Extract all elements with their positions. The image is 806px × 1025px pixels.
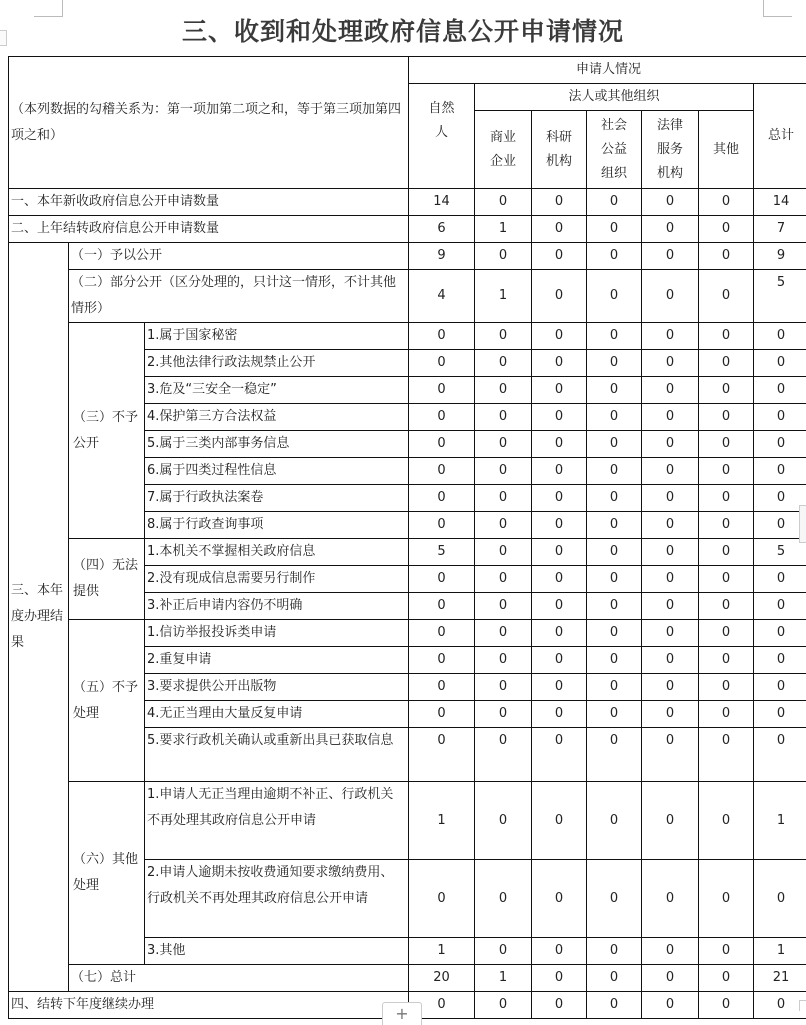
page-title: 三、收到和处理政府信息公开申请情况	[0, 12, 806, 48]
item-label: 3.危及“三安全一稳定”	[145, 377, 409, 404]
value-cell[interactable]: 0	[532, 593, 587, 620]
value-cell[interactable]: 14	[409, 189, 475, 216]
item-label: 2.没有现成信息需要另行制作	[145, 566, 409, 593]
value-cell[interactable]: 0	[532, 647, 587, 674]
value-cell[interactable]: 0	[532, 782, 587, 860]
value-cell[interactable]: 0	[754, 620, 806, 647]
value-cell[interactable]: 1	[475, 965, 532, 992]
value-cell[interactable]: 0	[587, 189, 642, 216]
value-cell[interactable]: 0	[642, 189, 699, 216]
value-cell[interactable]: 0	[699, 512, 754, 539]
table-row	[9, 243, 806, 270]
value-cell[interactable]: 0	[642, 674, 699, 701]
value-cell[interactable]: 0	[409, 620, 475, 647]
value-cell[interactable]: 0	[475, 593, 532, 620]
value-cell[interactable]: 0	[754, 485, 806, 512]
corner-marker	[799, 1000, 806, 1011]
value-cell[interactable]: 0	[409, 566, 475, 593]
side-scroll-marker[interactable]	[799, 505, 806, 543]
value-cell[interactable]: 0	[754, 377, 806, 404]
value-cell[interactable]: 0	[587, 404, 642, 431]
value-cell[interactable]: 0	[587, 938, 642, 965]
value-cell[interactable]: 0	[532, 701, 587, 728]
value-cell[interactable]: 0	[642, 216, 699, 243]
value-cell[interactable]: 0	[409, 728, 475, 782]
value-cell[interactable]: 1	[754, 782, 806, 860]
value-cell[interactable]: 9	[754, 243, 806, 270]
value-cell[interactable]: 0	[532, 189, 587, 216]
header-research-label: 科研机构	[542, 126, 576, 174]
value-cell[interactable]: 0	[754, 674, 806, 701]
value-cell[interactable]: 0	[532, 674, 587, 701]
value-cell[interactable]: 0	[699, 270, 754, 323]
value-cell[interactable]: 0	[532, 323, 587, 350]
value-cell[interactable]: 0	[699, 620, 754, 647]
value-cell[interactable]: 0	[754, 860, 806, 938]
value-cell[interactable]: 0	[642, 539, 699, 566]
table-row	[9, 620, 806, 647]
value-cell[interactable]: 0	[642, 323, 699, 350]
value-cell[interactable]: 0	[475, 647, 532, 674]
value-cell[interactable]: 0	[642, 350, 699, 377]
section3-label: 三、本年度办理结果	[9, 243, 69, 992]
value-cell[interactable]: 0	[642, 377, 699, 404]
value-cell[interactable]: 0	[754, 350, 806, 377]
value-cell[interactable]: 0	[532, 566, 587, 593]
value-cell[interactable]: 0	[754, 728, 806, 782]
value-cell[interactable]: 0	[475, 728, 532, 782]
value-cell[interactable]: 0	[409, 431, 475, 458]
value-cell[interactable]: 0	[642, 728, 699, 782]
value-cell[interactable]: 5	[754, 539, 806, 566]
value-cell[interactable]: 14	[754, 189, 806, 216]
value-cell[interactable]: 0	[699, 216, 754, 243]
value-cell[interactable]: 0	[699, 431, 754, 458]
table-row	[9, 539, 806, 566]
item-label: 2.申请人逾期未按收费通知要求缴纳费用、行政机关不再处理其政府信息公开申请	[145, 860, 409, 938]
header-legal-service-label: 法律服务机构	[653, 114, 687, 186]
value-cell[interactable]: 0	[587, 620, 642, 647]
value-cell[interactable]: 0	[532, 270, 587, 323]
value-cell[interactable]: 0	[754, 992, 806, 1019]
value-cell[interactable]: 0	[475, 782, 532, 860]
header-research	[532, 111, 587, 189]
value-cell[interactable]: 1	[475, 270, 532, 323]
value-cell[interactable]: 0	[754, 404, 806, 431]
table-row	[9, 782, 806, 860]
table-row	[9, 216, 806, 243]
value-cell[interactable]: 0	[532, 431, 587, 458]
value-cell[interactable]: 0	[532, 377, 587, 404]
value-cell[interactable]: 0	[587, 512, 642, 539]
value-cell[interactable]: 0	[475, 674, 532, 701]
value-cell[interactable]: 0	[642, 782, 699, 860]
value-cell[interactable]: 0	[409, 647, 475, 674]
item-label: 8.属于行政查询事项	[145, 512, 409, 539]
value-cell[interactable]: 0	[475, 323, 532, 350]
value-cell[interactable]: 0	[532, 728, 587, 782]
header-public-welfare-label: 社会公益组织	[597, 114, 631, 186]
item-label: 5.要求行政机关确认或重新出具已获取信息	[145, 728, 409, 782]
value-cell[interactable]: 0	[475, 404, 532, 431]
value-cell[interactable]: 0	[409, 323, 475, 350]
value-cell[interactable]: 0	[587, 243, 642, 270]
value-cell[interactable]: 0	[532, 243, 587, 270]
add-row-button[interactable]: +	[382, 1002, 422, 1025]
value-cell[interactable]: 0	[642, 647, 699, 674]
value-cell[interactable]: 0	[475, 992, 532, 1019]
row-label-open: （一）予以公开	[69, 243, 409, 270]
value-cell[interactable]: 0	[699, 782, 754, 860]
value-cell[interactable]: 0	[475, 620, 532, 647]
value-cell[interactable]: 0	[642, 860, 699, 938]
value-cell[interactable]: 5	[409, 539, 475, 566]
value-cell[interactable]: 0	[587, 350, 642, 377]
value-cell[interactable]: 0	[754, 647, 806, 674]
value-cell[interactable]: 0	[587, 377, 642, 404]
value-cell[interactable]: 20	[409, 965, 475, 992]
header-commercial-label: 商业企业	[486, 126, 520, 174]
item-label: 4.无正当理由大量反复申请	[145, 701, 409, 728]
row-label-partial-open: （二）部分公开（区分处理的，只计这一情形，不计其他情形）	[69, 270, 409, 323]
value-cell[interactable]: 0	[699, 728, 754, 782]
header-applicant: 申请人情况	[409, 57, 806, 84]
value-cell[interactable]: 0	[475, 566, 532, 593]
value-cell[interactable]: 0	[642, 593, 699, 620]
item-label: 4.保护第三方合法权益	[145, 404, 409, 431]
item-label: 5.属于三类内部事务信息	[145, 431, 409, 458]
value-cell[interactable]: 0	[409, 860, 475, 938]
value-cell[interactable]: 0	[699, 965, 754, 992]
value-cell[interactable]: 4	[409, 270, 475, 323]
value-cell[interactable]: 0	[587, 860, 642, 938]
value-cell[interactable]: 21	[754, 965, 806, 992]
value-cell[interactable]: 0	[587, 701, 642, 728]
value-cell[interactable]: 0	[642, 965, 699, 992]
value-cell[interactable]: 0	[587, 674, 642, 701]
item-label: 1.信访举报投诉类申请	[145, 620, 409, 647]
item-label: 3.其他	[145, 938, 409, 965]
value-cell[interactable]: 0	[642, 458, 699, 485]
value-cell[interactable]: 0	[409, 485, 475, 512]
value-cell[interactable]: 0	[587, 647, 642, 674]
item-label: 6.属于四类过程性信息	[145, 458, 409, 485]
value-cell[interactable]: 0	[699, 938, 754, 965]
value-cell[interactable]: 0	[699, 189, 754, 216]
value-cell[interactable]: 1	[409, 938, 475, 965]
value-cell[interactable]: 6	[409, 216, 475, 243]
header-public-welfare	[587, 111, 642, 189]
value-cell[interactable]: 0	[587, 782, 642, 860]
value-cell[interactable]: 0	[587, 992, 642, 1019]
value-cell[interactable]: 0	[587, 566, 642, 593]
value-cell[interactable]: 5	[754, 270, 806, 323]
value-cell[interactable]: 0	[587, 216, 642, 243]
header-note-cell	[9, 57, 409, 189]
header-other: 其他	[699, 111, 754, 189]
value-cell[interactable]: 0	[587, 431, 642, 458]
value-cell[interactable]: 1	[754, 938, 806, 965]
table-row	[9, 965, 806, 992]
value-cell[interactable]: 0	[587, 270, 642, 323]
value-cell[interactable]: 0	[587, 728, 642, 782]
value-cell[interactable]: 0	[532, 512, 587, 539]
value-cell[interactable]: 0	[699, 701, 754, 728]
table-row	[9, 270, 806, 323]
value-cell[interactable]: 0	[754, 566, 806, 593]
value-cell[interactable]: 1	[475, 216, 532, 243]
value-cell[interactable]: 0	[475, 243, 532, 270]
header-natural-person-label: 自然人	[425, 97, 459, 145]
value-cell[interactable]: 1	[409, 782, 475, 860]
value-cell[interactable]: 0	[699, 539, 754, 566]
value-cell[interactable]: 0	[475, 377, 532, 404]
value-cell[interactable]: 0	[699, 860, 754, 938]
table-row	[9, 189, 806, 216]
value-cell[interactable]: 0	[475, 431, 532, 458]
value-cell[interactable]: 0	[699, 674, 754, 701]
value-cell[interactable]: 0	[409, 674, 475, 701]
value-cell[interactable]: 0	[475, 189, 532, 216]
value-cell[interactable]: 0	[587, 593, 642, 620]
report-table	[8, 56, 806, 1019]
item-label: 1.属于国家秘密	[145, 323, 409, 350]
value-cell[interactable]: 0	[642, 431, 699, 458]
value-cell[interactable]: 0	[699, 566, 754, 593]
value-cell[interactable]: 0	[699, 593, 754, 620]
value-cell[interactable]: 0	[409, 377, 475, 404]
value-cell[interactable]: 0	[532, 404, 587, 431]
value-cell[interactable]: 0	[642, 270, 699, 323]
value-cell[interactable]: 0	[532, 938, 587, 965]
value-cell[interactable]: 0	[699, 485, 754, 512]
value-cell[interactable]: 0	[409, 701, 475, 728]
value-cell[interactable]: 0	[642, 992, 699, 1019]
value-cell[interactable]: 0	[587, 539, 642, 566]
group-label-g6: （六）其他处理	[69, 782, 145, 965]
group-label-g5: （五）不予处理	[69, 620, 145, 782]
value-cell[interactable]: 0	[532, 458, 587, 485]
item-label: 3.要求提供公开出版物	[145, 674, 409, 701]
value-cell[interactable]: 0	[475, 938, 532, 965]
value-cell[interactable]: 0	[699, 377, 754, 404]
value-cell[interactable]: 9	[409, 243, 475, 270]
item-label: 2.重复申请	[145, 647, 409, 674]
value-cell[interactable]: 0	[754, 431, 806, 458]
header-note: （本列数据的勾稽关系为：第一项加第二项之和，等于第三项加第四项之和）	[11, 102, 401, 143]
value-cell[interactable]: 0	[475, 539, 532, 566]
header-natural-person	[409, 84, 475, 189]
value-cell[interactable]: 0	[409, 404, 475, 431]
value-cell[interactable]: 0	[475, 512, 532, 539]
value-cell[interactable]: 0	[699, 647, 754, 674]
value-cell[interactable]: 0	[532, 539, 587, 566]
value-cell[interactable]: 0	[475, 860, 532, 938]
value-cell[interactable]: 0	[475, 458, 532, 485]
value-cell[interactable]: 0	[587, 965, 642, 992]
value-cell[interactable]: 0	[409, 593, 475, 620]
value-cell[interactable]: 0	[642, 566, 699, 593]
value-cell[interactable]: 0	[754, 512, 806, 539]
value-cell[interactable]: 0	[532, 992, 587, 1019]
value-cell[interactable]: 0	[409, 350, 475, 377]
value-cell[interactable]: 0	[699, 350, 754, 377]
row-label-new-requests: 一、本年新收政府信息公开申请数量	[9, 189, 409, 216]
value-cell[interactable]: 0	[475, 350, 532, 377]
value-cell[interactable]: 0	[642, 485, 699, 512]
header-legal-or-org: 法人或其他组织	[475, 84, 754, 111]
value-cell[interactable]: 0	[475, 701, 532, 728]
row-label-carried-over: 二、上年结转政府信息公开申请数量	[9, 216, 409, 243]
value-cell[interactable]: 0	[754, 593, 806, 620]
value-cell[interactable]: 0	[699, 243, 754, 270]
value-cell[interactable]: 0	[642, 938, 699, 965]
value-cell[interactable]: 0	[532, 620, 587, 647]
value-cell[interactable]: 0	[754, 323, 806, 350]
value-cell[interactable]: 0	[532, 216, 587, 243]
item-label: 7.属于行政执法案卷	[145, 485, 409, 512]
item-label: 2.其他法律行政法规禁止公开	[145, 350, 409, 377]
value-cell[interactable]: 0	[587, 485, 642, 512]
row-label-total: （七）总计	[69, 965, 409, 992]
table-row	[9, 323, 806, 350]
header-commercial	[475, 111, 532, 189]
group-label-g4: （四）无法提供	[69, 539, 145, 620]
value-cell[interactable]: 0	[754, 701, 806, 728]
item-label: 1.本机关不掌握相关政府信息	[145, 539, 409, 566]
item-label: 3.补正后申请内容仍不明确	[145, 593, 409, 620]
value-cell[interactable]: 0	[642, 243, 699, 270]
value-cell[interactable]: 0	[409, 512, 475, 539]
value-cell[interactable]: 0	[699, 404, 754, 431]
value-cell[interactable]: 0	[532, 860, 587, 938]
value-cell[interactable]: 0	[532, 350, 587, 377]
value-cell[interactable]: 0	[754, 458, 806, 485]
value-cell[interactable]: 0	[532, 485, 587, 512]
value-cell[interactable]: 0	[699, 992, 754, 1019]
value-cell[interactable]: 0	[409, 992, 475, 1019]
value-cell[interactable]: 7	[754, 216, 806, 243]
value-cell[interactable]: 0	[699, 458, 754, 485]
value-cell[interactable]: 0	[475, 485, 532, 512]
value-cell[interactable]: 0	[587, 323, 642, 350]
value-cell[interactable]: 0	[409, 458, 475, 485]
row-label-carry-forward: 四、结转下年度继续办理	[9, 992, 409, 1019]
item-label: 1.申请人无正当理由逾期不补正、行政机关不再处理其政府信息公开申请	[145, 782, 409, 860]
value-cell[interactable]: 0	[642, 512, 699, 539]
header-total: 总计	[754, 84, 806, 189]
value-cell[interactable]: 0	[642, 620, 699, 647]
header-legal-service	[642, 111, 699, 189]
group-label-g3: （三）不予公开	[69, 323, 145, 539]
value-cell[interactable]: 0	[532, 965, 587, 992]
value-cell[interactable]: 0	[587, 458, 642, 485]
value-cell[interactable]: 0	[642, 701, 699, 728]
value-cell[interactable]: 0	[642, 404, 699, 431]
value-cell[interactable]: 0	[699, 323, 754, 350]
